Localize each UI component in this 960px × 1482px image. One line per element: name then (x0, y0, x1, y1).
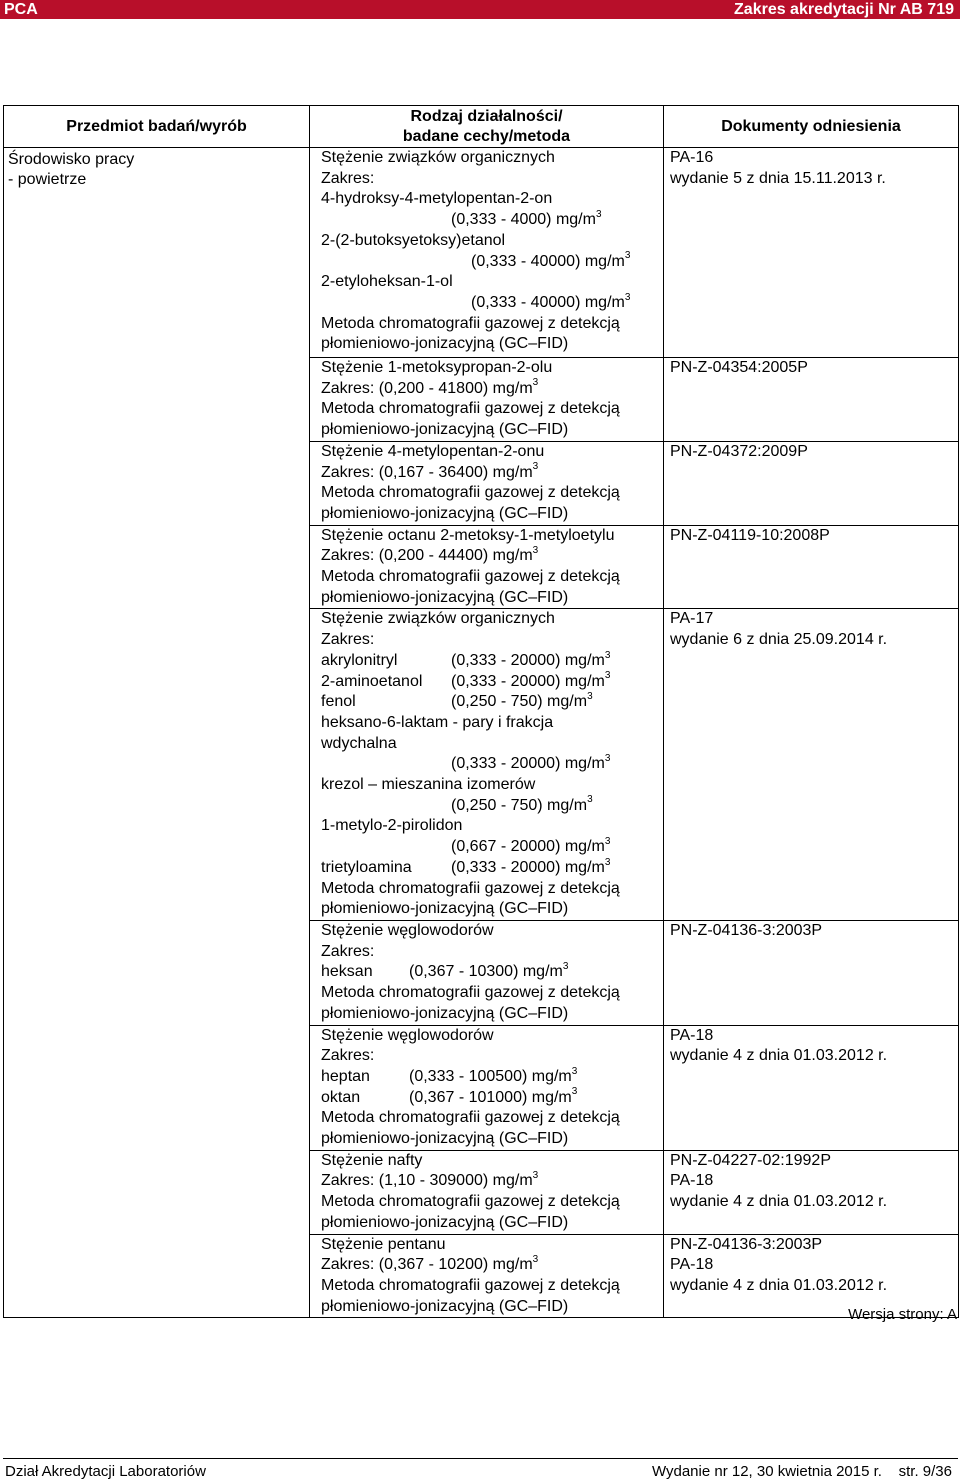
header-right: Zakres akredytacji Nr AB 719 (734, 1, 954, 18)
accreditation-table (3, 105, 959, 1318)
documents-cell: PA-18 wydanie 4 z dnia 01.03.2012 r. (664, 1025, 959, 1150)
method-cell: Stężenie węglowodorów Zakres: heptan (0,333 - 100500) $mg/m^3$ oktan (0,367 - 101000) $mg/m^3$ Metoda chromatografii gazowej z detekcją płomieniowo-jonizacyjną (GC–FID) (310, 1025, 664, 1150)
documents-cell: PN-Z-04227-02:1992P PA-18 wydanie 4 z dnia 01.03.2012 r. (664, 1150, 959, 1234)
header-documents: Dokumenty odniesienia (664, 106, 959, 148)
header-bar (0, 0, 960, 19)
footer-left: Dział Akredytacji Laboratoriów (5, 1463, 206, 1480)
documents-cell: PN-Z-04372:2009P (664, 441, 959, 525)
method-cell: Stężenie związków organicznych Zakres: 4-hydroksy-4-metylopentan-2-on (0,333 - 4000) $mg/m^3$ 2-(2-butoksyetoksy)etanol (0,333 - 40000) $mg/m^3$ 2-etyloheksan-1-ol (0,333 - 40000) $mg/m^3$ Metoda chromatografii gazowej z detekcją płomieniowo-jonizacyjną (GC–FID) (310, 148, 664, 358)
header-activity: Rodzaj działalności/ badane cechy/metoda (310, 106, 664, 148)
method-cell: Stężenie 1-metoksypropan-2-olu Zakres: (0,200 - 41800) $mg/m^3$ Metoda chromatografii gazowej z detekcją płomieniowo-jonizacyjną (GC–FID) (310, 358, 664, 442)
documents-cell: PN-Z-04136-3:2003P PA-18 wydanie 4 z dnia 01.03.2012 r. (664, 1234, 959, 1318)
page-version: Wersja strony: A (848, 1306, 957, 1323)
header-subject: Przedmiot badań/wyrób (4, 106, 310, 148)
table-row (4, 148, 959, 358)
header-left: PCA (4, 1, 38, 18)
documents-cell: PA-17 wydanie 6 z dnia 25.09.2014 r. (664, 609, 959, 921)
footer (0, 1462, 960, 1482)
documents-cell: PN-Z-04136-3:2003P (664, 920, 959, 1025)
method-cell: Stężenie węglowodorów Zakres: heksan (0,367 - 10300) $mg/m^3$ Metoda chromatografii gazowej z detekcją płomieniowo-jonizacyjną (GC–FID) (310, 920, 664, 1025)
footer-right: Wydanie nr 12, 30 kwietnia 2015 r. str. 9/36 (651, 1463, 952, 1480)
documents-cell: PN-Z-04119-10:2008P (664, 525, 959, 609)
method-cell: Stężenie 4-metylopentan-2-onu Zakres: (0,167 - 36400) $mg/m^3$ Metoda chromatografii gazowej z detekcją płomieniowo-jonizacyjną (GC–FID) (310, 441, 664, 525)
method-cell: Stężenie octanu 2-metoksy-1-metyloetylu Zakres: (0,200 - 44400) $mg/m^3$ Metoda chromatografii gazowej z detekcją płomieniowo-jonizacyjną (GC–FID) (310, 525, 664, 609)
footer-divider (3, 1458, 958, 1459)
documents-cell: PN-Z-04354:2005P (664, 358, 959, 442)
method-cell: Stężenie nafty Zakres: (1,10 - 309000) $mg/m^3$ Metoda chromatografii gazowej z detekcją płomieniowo-jonizacyjną (GC–FID) (310, 1150, 664, 1234)
documents-cell: PA-16 wydanie 5 z dnia 15.11.2013 r. (664, 148, 959, 358)
table-header-row (4, 106, 959, 148)
method-cell: Stężenie pentanu Zakres: (0,367 - 10200) $mg/m^3$ Metoda chromatografii gazowej z detekcją płomieniowo-jonizacyjną (GC–FID) (310, 1234, 664, 1318)
method-cell: Stężenie związków organicznych Zakres: akrylonitryl (0,333 - 20000) $mg/m^3$ 2-aminoetanol (0,333 - 20000) $mg/m^3$ fenol (0,250 - 750) $mg/m^3$ heksano-6-laktam - pary i frakcja wdychalna (0,333 - 20000) $mg/m^3$ krezol – mieszanina izomerów (0,250 - 750) $mg/m^3$ 1-metylo-2-pirolidon (0,667 - 20000) $mg/m^3$ trietyloamina (0,333 - 20000) $mg/m^3$ Metoda chromatografii gazowej z detekcją płomieniowo-jonizacyjną (GC–FID) (310, 609, 664, 921)
subject-cell: Środowisko pracy - powietrze (4, 148, 310, 1318)
